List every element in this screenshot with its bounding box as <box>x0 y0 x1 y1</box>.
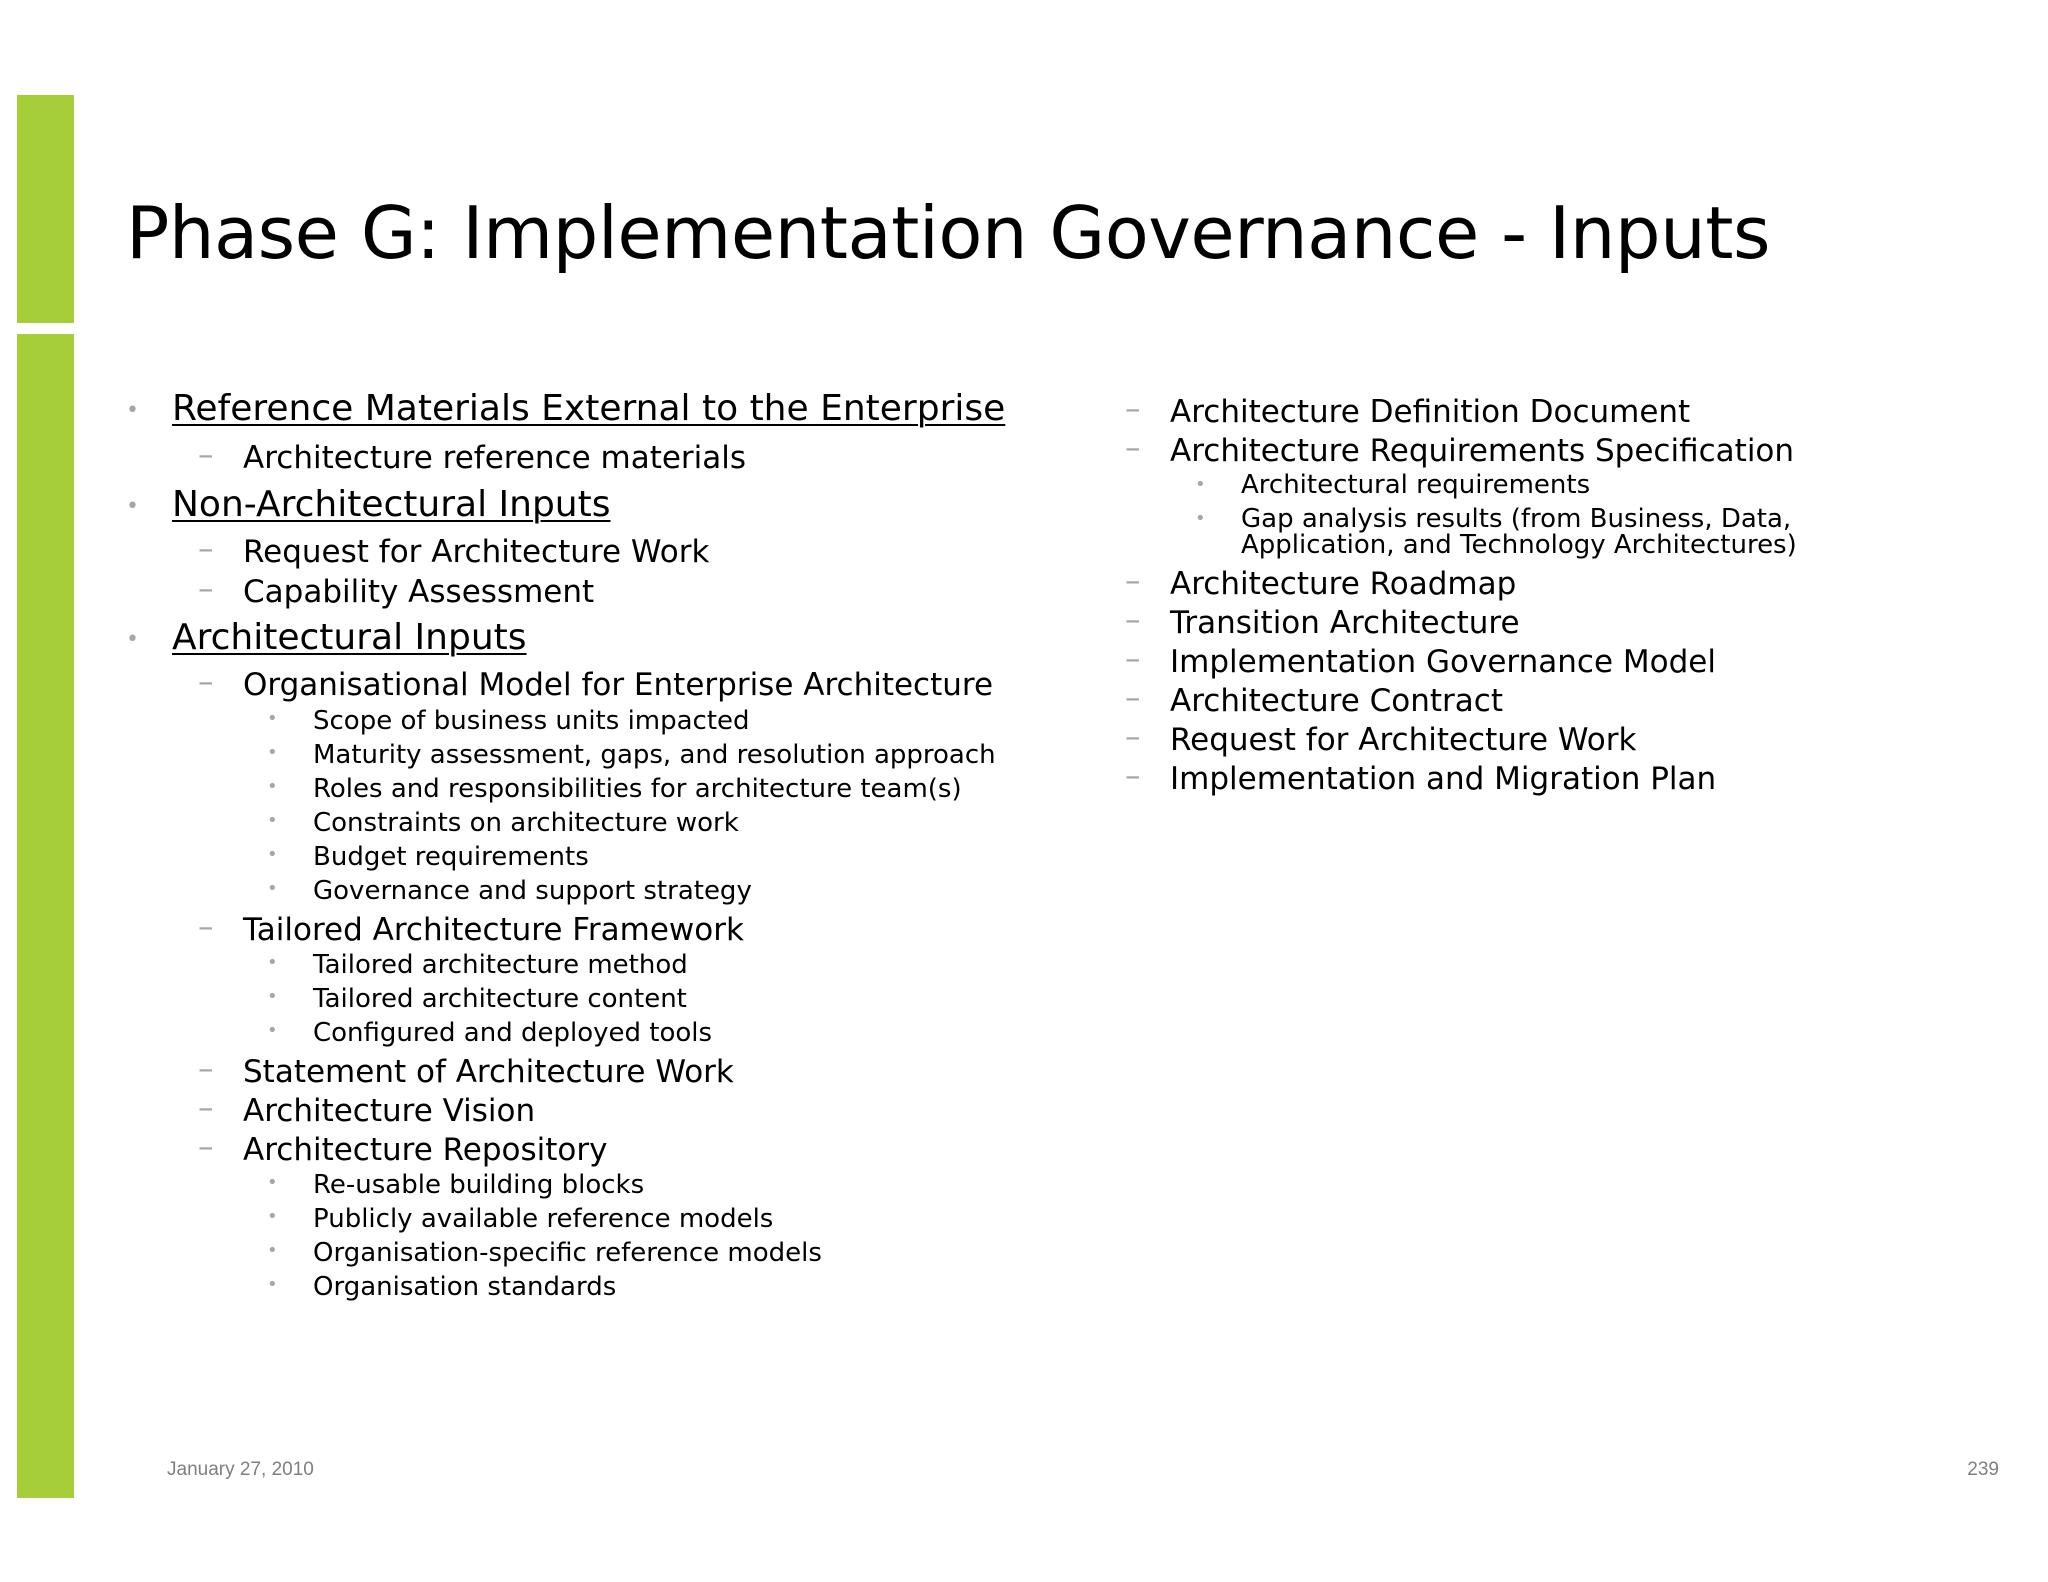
dash-icon: – <box>198 531 214 567</box>
bullet-icon: • <box>267 986 278 1007</box>
sub-list-item-label: Constraints on architecture work <box>313 808 739 838</box>
sub-list-item-label: Re-usable building blocks <box>313 1170 645 1200</box>
dash-icon: – <box>198 571 214 607</box>
dash-icon: – <box>198 909 214 945</box>
bullet-icon: • <box>267 708 278 729</box>
sub-list-item-label: Architectural requirements <box>1241 470 1591 500</box>
accent-bar-bottom <box>17 334 74 1498</box>
list-item-label: Architecture Repository <box>243 1132 608 1168</box>
bullet-icon: • <box>126 398 139 423</box>
bullet-icon: • <box>267 878 278 899</box>
dash-icon: – <box>198 664 214 700</box>
bullet-icon: • <box>267 742 278 763</box>
dash-icon: – <box>1125 563 1141 599</box>
dash-icon: – <box>1125 719 1141 755</box>
bullet-icon: • <box>267 844 278 865</box>
section-heading-label: Reference Materials External to the Enterprise <box>172 388 1006 429</box>
section-heading-label: Architectural Inputs <box>172 617 527 658</box>
list-item-label: Implementation Governance Model <box>1170 644 1716 680</box>
bullet-icon: • <box>267 810 278 831</box>
section-heading-label: Non-Architectural Inputs <box>172 484 611 525</box>
list-item-label: Architecture Definition Document <box>1170 394 1691 430</box>
list-item-label: Implementation and Migration Plan <box>1170 761 1717 797</box>
slide-title: Phase G: Implementation Governance - Inputs <box>126 191 1770 275</box>
dash-icon: – <box>1125 391 1141 427</box>
list-item-label: Architecture Requirements Specification <box>1170 433 1795 469</box>
list-item-label: Architecture Roadmap <box>1170 566 1517 602</box>
list-item-label: Architecture Vision <box>243 1093 536 1129</box>
dash-icon: – <box>1125 602 1141 638</box>
sub-list-item-label: Maturity assessment, gaps, and resolution approach <box>313 740 996 770</box>
sub-list-item-label: Governance and support strategy <box>313 876 752 906</box>
bullet-icon: • <box>1195 474 1206 495</box>
bullet-icon: • <box>126 627 139 652</box>
bullet-icon: • <box>126 494 139 519</box>
bullet-icon: • <box>267 1274 278 1295</box>
dash-icon: – <box>1125 641 1141 677</box>
bullet-icon: • <box>267 1020 278 1041</box>
bullet-icon: • <box>267 952 278 973</box>
list-item-label: Statement of Architecture Work <box>243 1054 734 1090</box>
list-item-label: Architecture Contract <box>1170 683 1503 719</box>
dash-icon: – <box>198 1129 214 1165</box>
page-number: 239 <box>1967 1459 1999 1480</box>
sub-list-item-label: Tailored architecture method <box>313 950 688 980</box>
sub-list-item-label: Organisation-specific reference models <box>313 1238 822 1268</box>
sub-list-item-label: Budget requirements <box>313 842 589 872</box>
sub-list-item-label: Organisation standards <box>313 1272 617 1302</box>
list-item-label: Request for Architecture Work <box>243 534 710 570</box>
bullet-icon: • <box>267 776 278 797</box>
footer-date: January 27, 2010 <box>167 1459 314 1480</box>
dash-icon: – <box>198 1051 214 1087</box>
sub-list-item-label: Publicly available reference models <box>313 1204 774 1234</box>
bullet-icon: • <box>1195 508 1206 529</box>
list-item-label: Organisational Model for Enterprise Architecture <box>243 667 994 703</box>
bullet-icon: • <box>267 1240 278 1261</box>
dash-icon: – <box>1125 758 1141 794</box>
list-item-label: Architecture reference materials <box>243 440 747 476</box>
list-item-label: Transition Architecture <box>1170 605 1520 641</box>
sub-list-item-label: Configured and deployed tools <box>313 1018 713 1048</box>
bullet-icon: • <box>267 1206 278 1227</box>
sub-list-item-label: Scope of business units impacted <box>313 706 750 736</box>
list-item-label: Tailored Architecture Framework <box>243 912 744 948</box>
dash-icon: – <box>198 437 214 473</box>
accent-bar-top <box>17 95 74 323</box>
dash-icon: – <box>198 1090 214 1126</box>
list-item-label: Capability Assessment <box>243 574 595 610</box>
sub-list-item-label: Roles and responsibilities for architecture team(s) <box>313 774 962 804</box>
sub-list-item-label: Gap analysis results (from Business, Data, Application, and Technology Architectures) <box>1241 504 1797 560</box>
sub-list-item-label: Tailored architecture content <box>313 984 687 1014</box>
dash-icon: – <box>1125 430 1141 466</box>
bullet-icon: • <box>267 1172 278 1193</box>
list-item-label: Request for Architecture Work <box>1170 722 1637 758</box>
dash-icon: – <box>1125 680 1141 716</box>
